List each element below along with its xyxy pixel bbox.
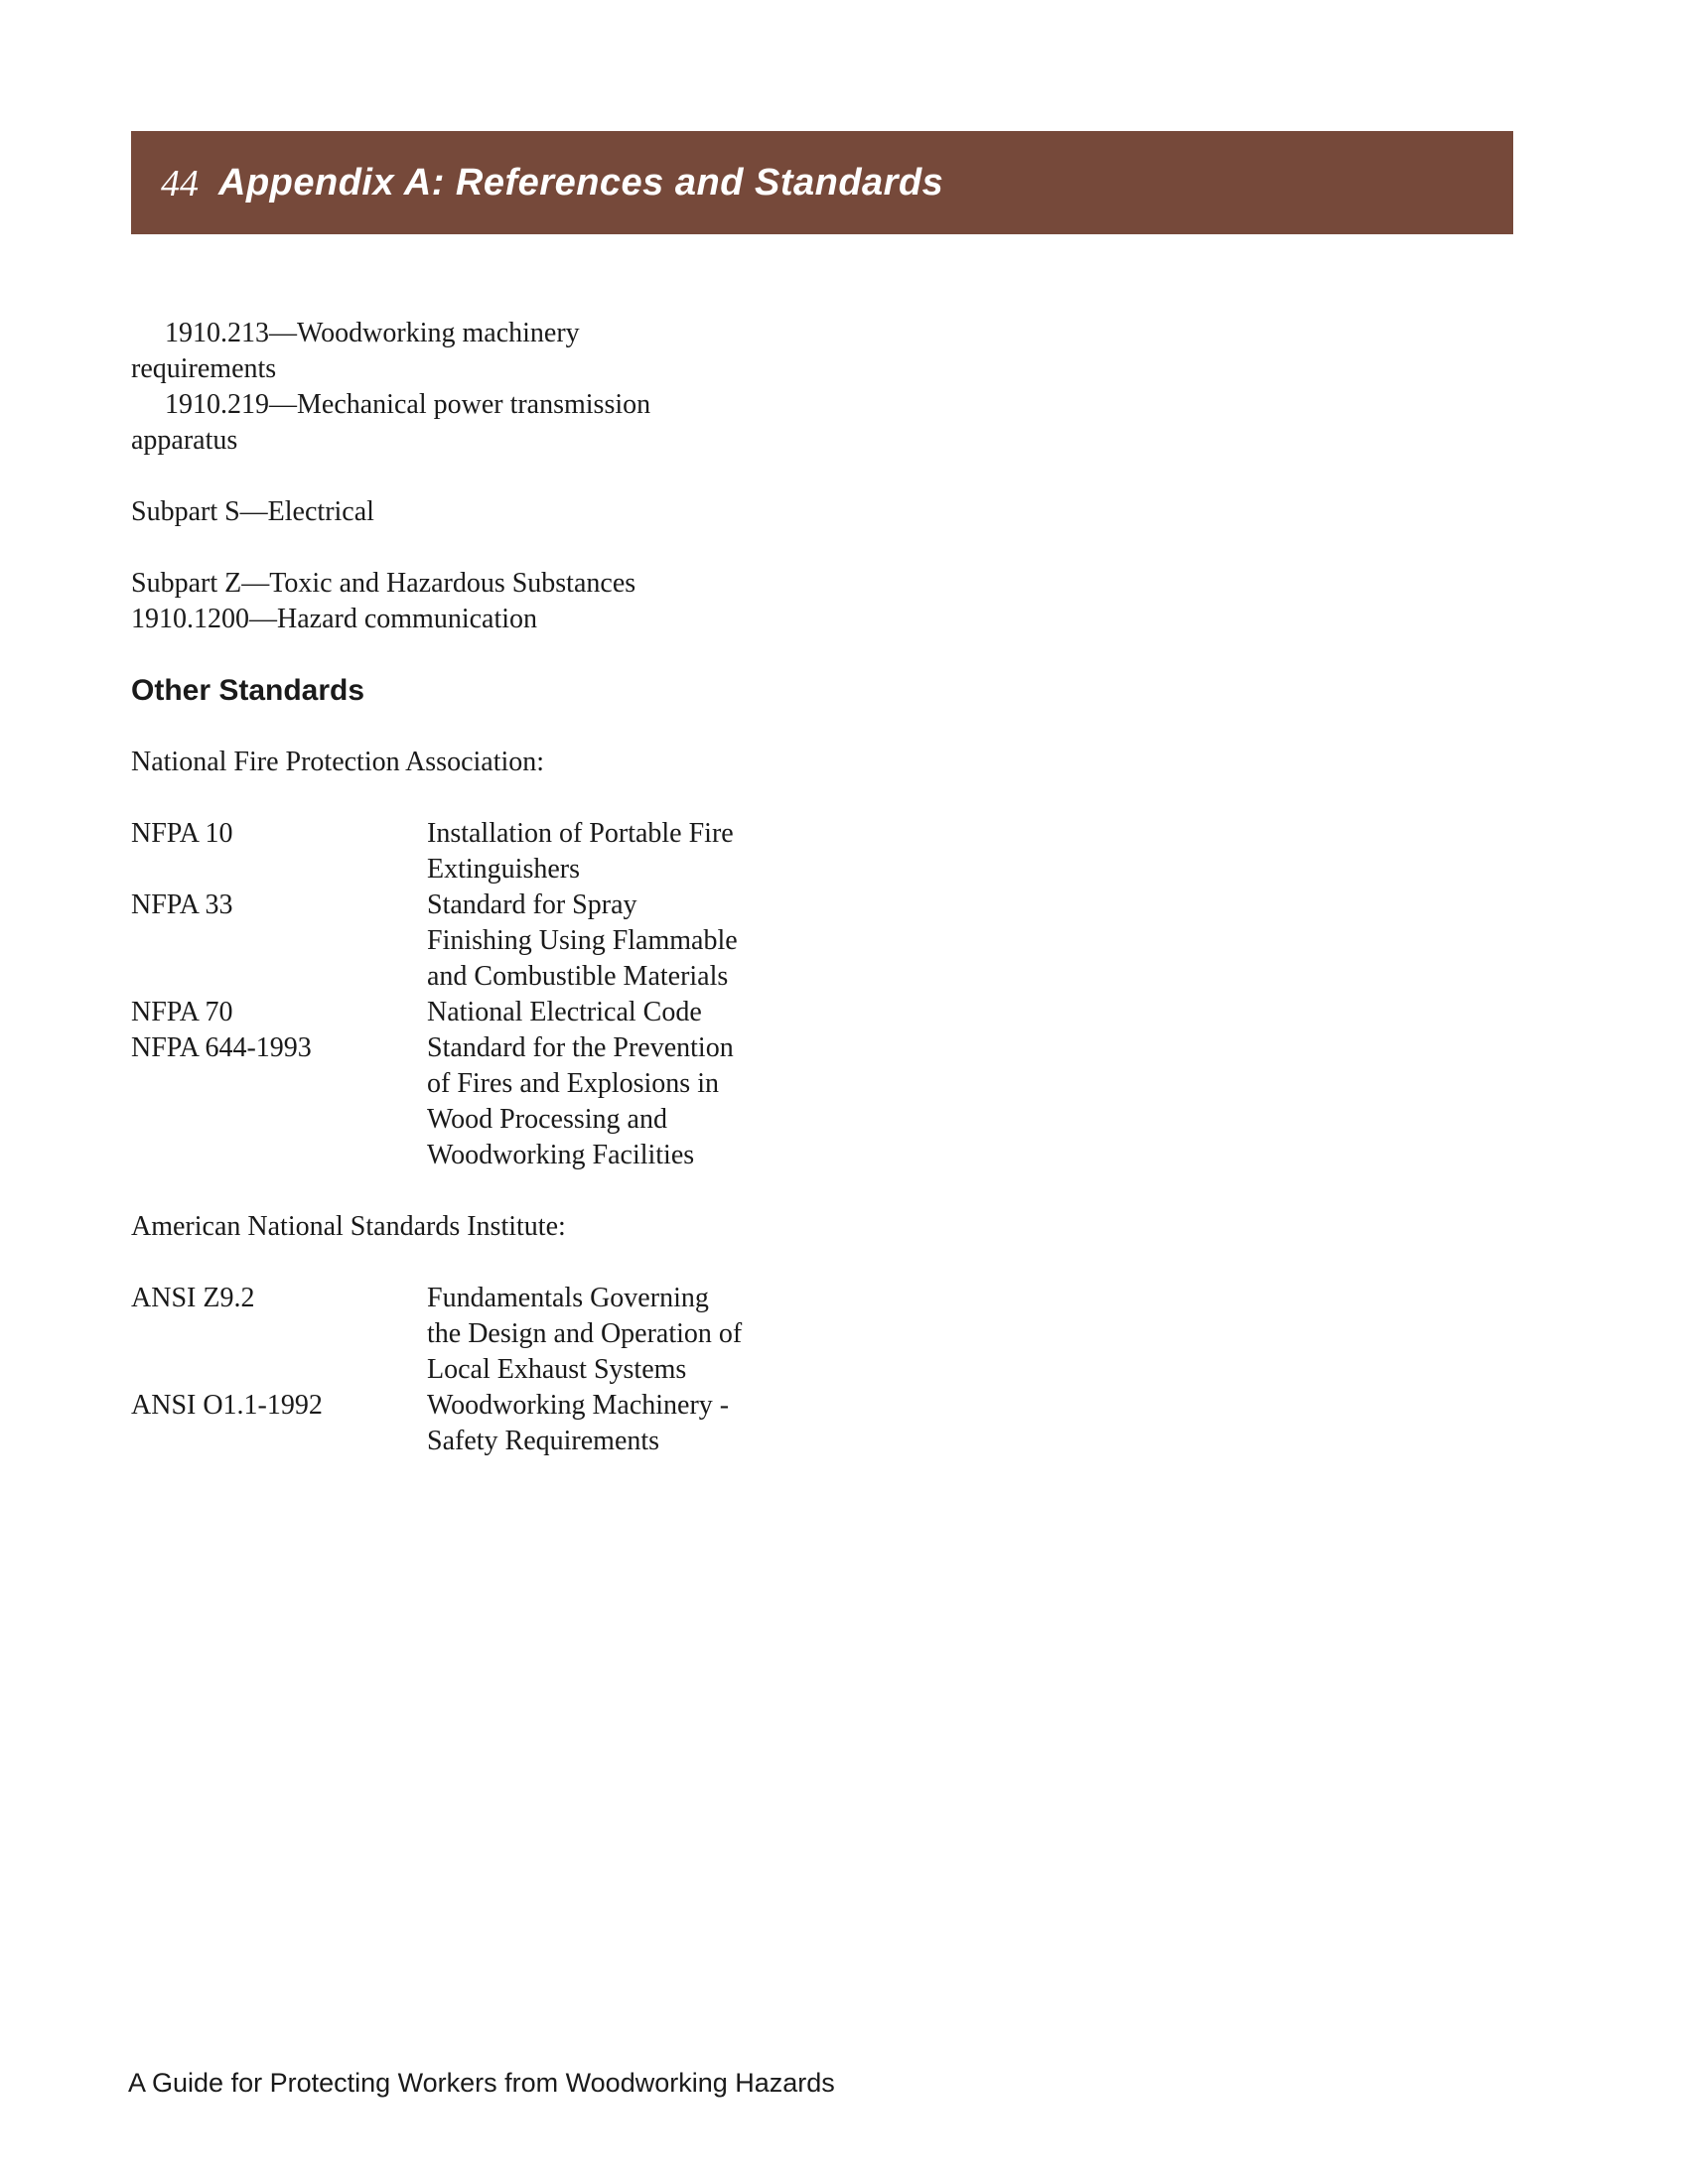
standard-code: ANSI Z9.2 bbox=[131, 1283, 255, 1313]
standard-description bbox=[427, 816, 804, 887]
standard-entry bbox=[131, 995, 826, 1030]
page-title: Appendix A: References and Standards bbox=[218, 161, 944, 204]
osha-item-line: 1910.219—Mechanical power transmission bbox=[165, 389, 651, 420]
osha-item-line: apparatus bbox=[131, 425, 238, 456]
standard-description bbox=[427, 995, 804, 1030]
description-line: Standard for Spray bbox=[427, 889, 637, 920]
standard-entry bbox=[131, 1030, 826, 1173]
standard-entry bbox=[131, 1388, 826, 1459]
standard-code: NFPA 644-1993 bbox=[131, 1032, 312, 1063]
page-number: 44 bbox=[161, 163, 199, 205]
standard-description bbox=[427, 1030, 804, 1173]
standard-entry bbox=[131, 887, 826, 995]
document-body bbox=[131, 316, 826, 1459]
description-line: of Fires and Explosions in bbox=[427, 1068, 719, 1099]
subpart-z-title: Subpart Z—Toxic and Hazardous Substances bbox=[131, 568, 636, 599]
description-line: Safety Requirements bbox=[427, 1426, 660, 1456]
description-line: Installation of Portable Fire bbox=[427, 818, 734, 849]
nfpa-label: National Fire Protection Association: bbox=[131, 747, 545, 777]
standard-code: NFPA 33 bbox=[131, 889, 233, 920]
description-line: the Design and Operation of bbox=[427, 1318, 743, 1349]
description-line: Extinguishers bbox=[427, 854, 580, 885]
other-standards-heading: Other Standards bbox=[131, 674, 365, 707]
description-line: Woodworking Facilities bbox=[427, 1140, 695, 1170]
standard-code: NFPA 10 bbox=[131, 818, 233, 849]
subpart-z-item: 1910.1200—Hazard communication bbox=[131, 604, 538, 634]
description-line: Standard for the Prevention bbox=[427, 1032, 734, 1063]
standard-description bbox=[427, 887, 804, 995]
description-line: Local Exhaust Systems bbox=[427, 1354, 687, 1385]
chapter-header-band bbox=[131, 131, 1513, 234]
osha-item-line: requirements bbox=[131, 353, 277, 384]
subpart-s-title: Subpart S—Electrical bbox=[131, 496, 374, 527]
page-footer: A Guide for Protecting Workers from Woodworking Hazards bbox=[128, 2068, 835, 2098]
standard-description bbox=[427, 1281, 804, 1388]
standard-description bbox=[427, 1388, 804, 1459]
description-line: National Electrical Code bbox=[427, 997, 702, 1027]
description-line: Woodworking Machinery - bbox=[427, 1390, 730, 1421]
description-line: Wood Processing and bbox=[427, 1104, 667, 1135]
ansi-label: American National Standards Institute: bbox=[131, 1211, 566, 1242]
standard-entry bbox=[131, 1281, 826, 1388]
standard-code: NFPA 70 bbox=[131, 997, 233, 1027]
standard-code: ANSI O1.1-1992 bbox=[131, 1390, 323, 1421]
description-line: Finishing Using Flammable bbox=[427, 925, 738, 956]
description-line: and Combustible Materials bbox=[427, 961, 729, 992]
osha-item-line: 1910.213—Woodworking machinery bbox=[165, 318, 580, 348]
standard-entry bbox=[131, 816, 826, 887]
description-line: Fundamentals Governing bbox=[427, 1283, 709, 1313]
